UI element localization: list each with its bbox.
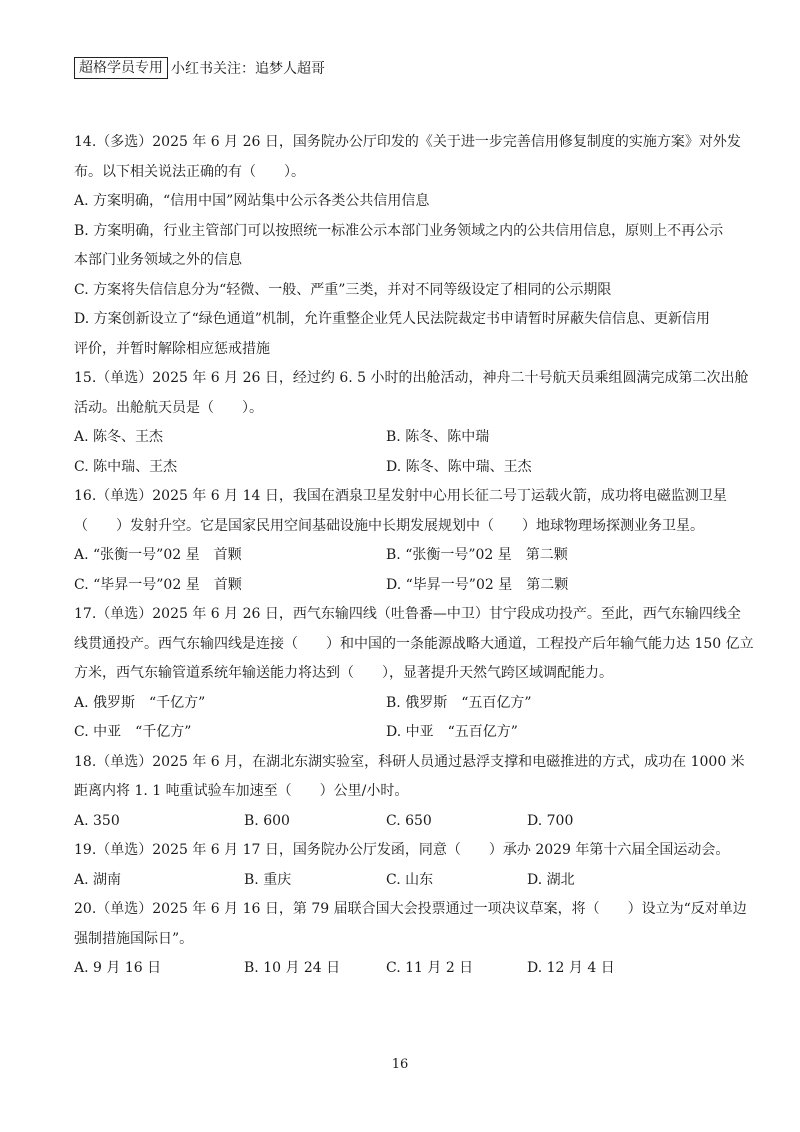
question-16-stem-line-1: 16.（单选）2025 年 6 月 14 日，我国在酒泉卫星发射中心用长征二号丁运载火箭，成功将电磁监测卫星 [74, 488, 727, 504]
question-16 [74, 482, 726, 600]
question-15-option-b: B. 陈冬、陈中瑞 [386, 429, 490, 445]
question-20-options-row [74, 954, 726, 984]
question-18-stem-line-2: 距离内将 1. 1 吨重试验车加速至（ ）公里/小时。 [74, 783, 409, 799]
question-18-options-row [74, 807, 726, 837]
question-18-option-b: B. 600 [244, 812, 290, 829]
question-17-option-a: A. 俄罗斯 “千亿方” [74, 694, 206, 711]
question-15-options-row-2 [74, 453, 726, 483]
question-17-option-d: D. 中亚 “五百亿方” [386, 724, 518, 740]
question-19 [74, 836, 730, 895]
question-17-options-row-2 [74, 718, 726, 748]
question-19-stem-line-1: 19.（单选）2025 年 6 月 17 日，国务院办公厅发函，同意（ ）承办 2029 年第十六届全国运动会。 [74, 842, 730, 858]
question-16-option-d: D. “毕昇一号”02 星 第二颗 [386, 576, 569, 593]
question-15 [74, 364, 749, 482]
question-14-option-b-line-2: 本部门业务领域之外的信息 [74, 252, 242, 268]
question-16-option-a: A. “张衡一号”02 星 首颗 [74, 547, 242, 563]
question-15-options-row-1 [74, 423, 726, 453]
question-18 [74, 748, 745, 837]
question-19-option-b: B. 重庆 [244, 871, 292, 888]
question-17-option-b: B. 俄罗斯 “五百亿方” [386, 694, 532, 711]
question-17 [74, 600, 754, 748]
question-19-options-row [74, 866, 726, 896]
question-18-option-c: C. 650 [386, 812, 432, 829]
question-18-option-a: A. 350 [74, 812, 120, 829]
question-20-option-a: A. 9 月 16 日 [74, 960, 162, 976]
question-16-stem-line-2: （ ）发射升空。它是国家民用空间基础设施中长期发展规划中（ ）地球物理场探测业务卫星。 [74, 517, 704, 534]
question-14-stem-line-1: 14.（多选）2025 年 6 月 26 日，国务院办公厅印发的《关于进一步完善信用修复制度的实施方案》对外发 [74, 134, 741, 150]
question-15-option-a: A. 陈冬、王杰 [74, 429, 164, 445]
question-18-option-d: D. 700 [527, 812, 574, 829]
page-number: 16 [391, 1057, 409, 1072]
question-20-option-b: B. 10 月 24 日 [244, 960, 341, 976]
question-17-options-row-1 [74, 689, 726, 719]
question-14-stem-line-2: 布。以下相关说法正确的有（ ）。 [74, 163, 305, 180]
question-20 [74, 895, 747, 984]
page-header [74, 57, 325, 79]
question-14 [74, 128, 741, 364]
question-19-option-d: D. 湖北 [527, 871, 575, 888]
question-16-options-row-2 [74, 571, 726, 601]
question-17-option-c: C. 中亚 “千亿方” [74, 724, 192, 740]
question-14-option-c: C. 方案将失信信息分为“轻微、一般、严重”三类，并对不同等级设定了相同的公示期限 [74, 281, 612, 298]
question-18-stem-line-1: 18.（单选）2025 年 6 月，在湖北东湖实验室，科研人员通过悬浮支撑和电磁推进的方式，成功在 1000 米 [74, 753, 745, 770]
question-15-option-c: C. 陈中瑞、王杰 [74, 458, 178, 475]
question-17-stem-line-1: 17.（单选）2025 年 6 月 26 日，西气东输四线（吐鲁番—中卫）甘宁段成功投产。至此，西气东输四线全 [74, 606, 741, 622]
header-follow-text: 小红书关注：追梦人超哥 [171, 61, 325, 77]
question-20-stem-line-1: 20.（单选）2025 年 6 月 16 日，第 79 届联合国大会投票通过一项决议草案，将（ ）设立为“反对单边 [74, 901, 747, 917]
header-badge: 超格学员专用 [74, 57, 168, 79]
question-16-options-row-1 [74, 541, 726, 571]
question-17-stem-line-3: 方米，西气东输管道系统年输送能力将达到（ ），显著提升天然气跨区域调配能力。 [74, 665, 613, 681]
question-17-stem-line-2: 线贯通投产。西气东输四线是连接（ ）和中国的一条能源战略大通道，工程投产后年输气能力达 150 亿立 [74, 635, 754, 652]
question-19-option-a: A. 湖南 [74, 871, 122, 888]
question-15-stem-line-2: 活动。出舱航天员是（ ）。 [74, 399, 263, 416]
question-14-option-b-line-1: B. 方案明确，行业主管部门可以按照统一标准公示本部门业务领域之内的公共信用信息，原则上不再公示 [74, 222, 724, 239]
question-14-option-d-line-1: D. 方案创新设立了“绿色通道”机制，允许重整企业凭人民法院裁定书申请暂时屏蔽失信信息、更新信用 [74, 311, 710, 327]
question-list [74, 128, 754, 984]
question-20-stem-line-2: 强制措施国际日”。 [74, 930, 194, 947]
question-20-option-d: D. 12 月 4 日 [527, 960, 615, 976]
question-20-option-c: C. 11 月 2 日 [386, 960, 474, 976]
question-14-option-d-line-2: 评价，并暂时解除相应惩戒措施 [74, 340, 270, 357]
question-14-option-a: A. 方案明确，“信用中国”网站集中公示各类公共信用信息 [74, 193, 430, 209]
question-16-option-c: C. “毕昇一号”02 星 首颗 [74, 576, 242, 593]
question-19-option-c: C. 山东 [386, 871, 434, 888]
question-15-option-d: D. 陈冬、陈中瑞、王杰 [386, 458, 532, 475]
question-15-stem-line-1: 15.（单选）2025 年 6 月 26 日，经过约 6. 5 小时的出舱活动，神舟二十号航天员乘组圆满完成第二次出舱 [74, 370, 749, 386]
question-16-option-b: B. “张衡一号”02 星 第二颗 [386, 547, 568, 563]
